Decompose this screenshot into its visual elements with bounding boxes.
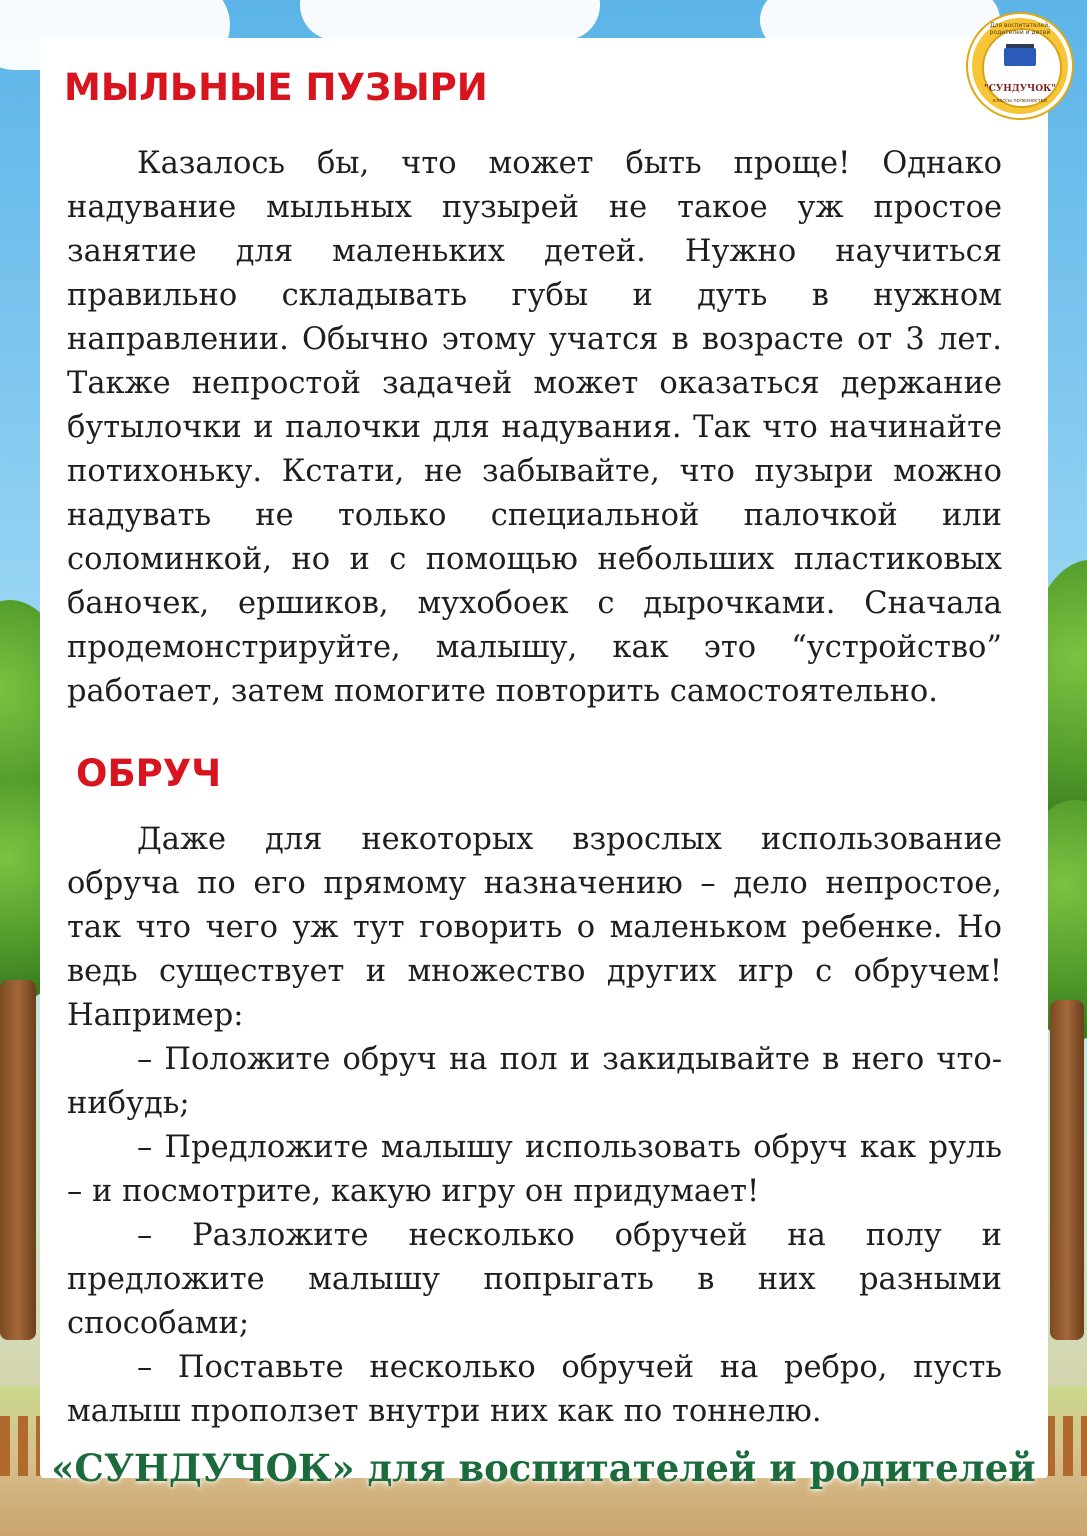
section-body-hoop xyxy=(67,818,1002,1434)
logo-name: "СУНДУЧОК" xyxy=(984,84,1056,94)
list-item: – Положите обруч на пол и закидывайте в него что-нибудь; xyxy=(67,1042,1002,1121)
list-item: – Предложите малышу использовать обруч как руль – и посмотрите, какую игру он придумает! xyxy=(67,1130,1002,1209)
sunduchok-logo xyxy=(972,18,1068,114)
list-item: – Поставьте несколько обручей на ребро, пусть малыш проползет внутри них как по тоннелю. xyxy=(67,1350,1002,1429)
section-title-soap-bubbles: МЫЛЬНЫЕ ПУЗЫРИ xyxy=(64,66,488,109)
book-icon xyxy=(1004,48,1036,66)
tree-trunk-decoration xyxy=(1050,1000,1084,1340)
logo-inner-circle xyxy=(982,28,1062,108)
list-item: – Разложите несколько обручей на полу и предложите малышу попрыгать в них разными способами; xyxy=(67,1218,1002,1341)
section-body-soap-bubbles xyxy=(67,142,1002,714)
section-title-hoop: ОБРУЧ xyxy=(76,752,222,795)
footer-banner: «СУНДУЧОК» для воспитателей и родителей xyxy=(51,1446,1036,1490)
tree-trunk-decoration xyxy=(0,980,36,1340)
logo-subtitle: классы полезностей xyxy=(993,98,1047,104)
cloud-decoration xyxy=(300,0,600,40)
paragraph: Казалось бы, что может быть проще! Однако надувание мыльных пузырей не такое уж простое занятие для маленьких детей. Нужно научиться правильно складывать губы и дуть в нужном направлении. Обычно этому учатся в возрасте от 3 лет. Также непростой задачей может оказаться держание бутылочки и палочки для надувания. Так что начинайте потихоньку. Кстати, не забывайте, что пузыри можно надувать не только специальной палочкой или соломинкой, но и с помощью небольших пластиковых баночек, ершиков, мухобоек с дырочками. Сначала продемонстрируйте, малышу, как это “устройство” работает, затем помогите повторить самостоятельно. xyxy=(67,146,1002,709)
logo-arc-text: Для воспитателей, родителей и детей xyxy=(989,22,1051,36)
paragraph: Даже для некоторых взрослых использование обруча по его прямому назначению – дело непростое, так что чего уж тут говорить о маленьком ребенке. Но ведь существует и множество других игр с обручем! Например: xyxy=(67,822,1002,1033)
